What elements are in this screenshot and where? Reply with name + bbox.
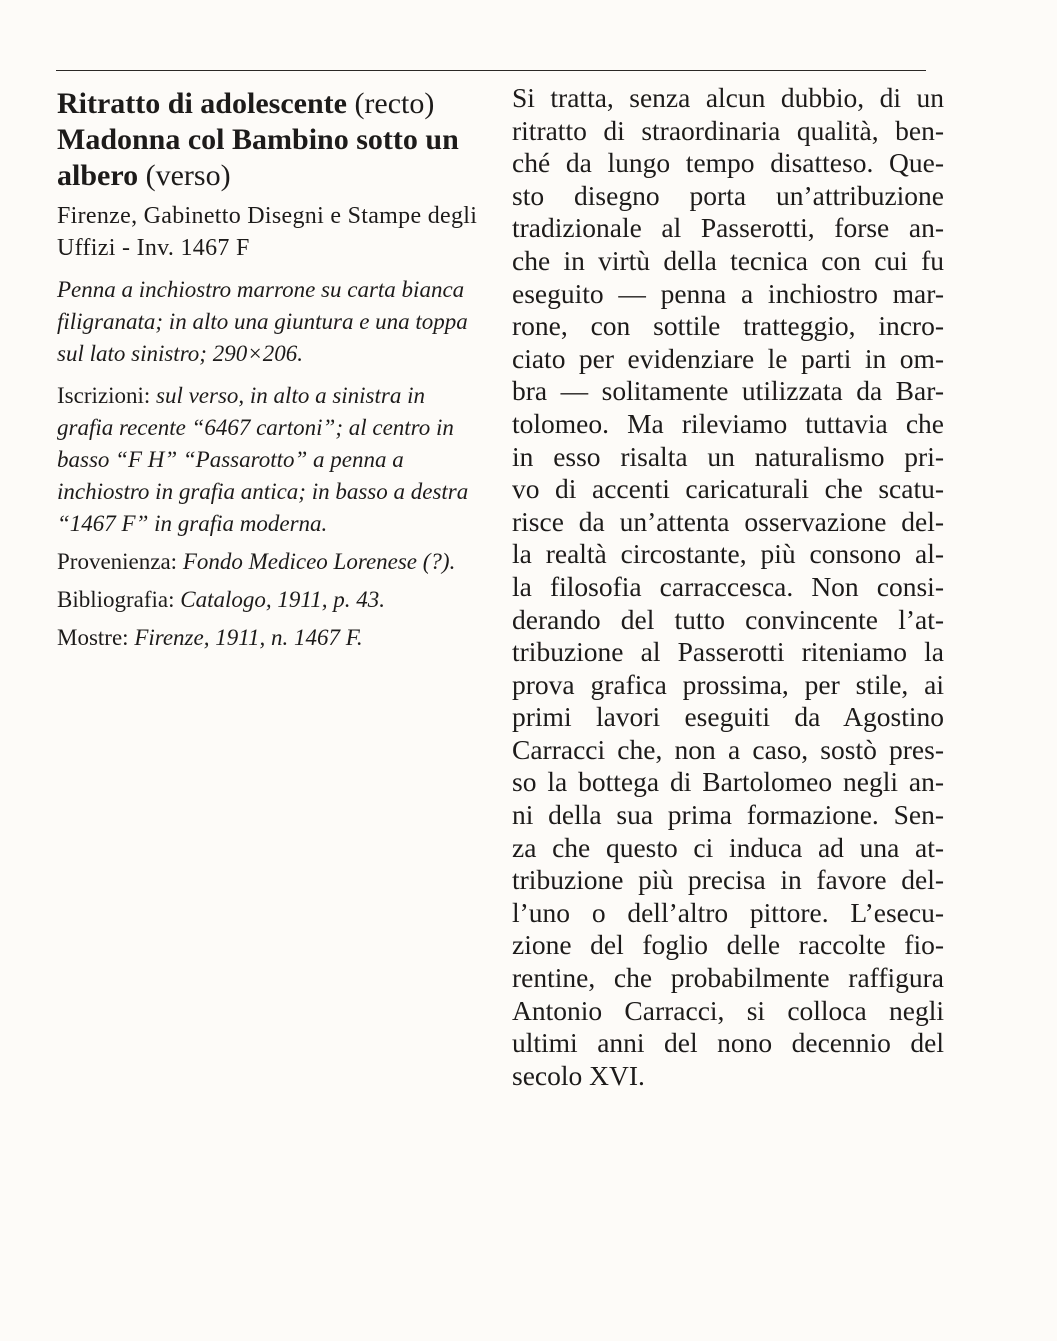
commentary-line: za che questo ci induca ad una at- bbox=[512, 831, 944, 863]
title-recto: Ritratto di adolescente bbox=[57, 87, 347, 120]
commentary-line: rone, con sottile tratteggio, incro- bbox=[512, 310, 944, 342]
commentary-line: ritratto di straordinaria qualità, ben- bbox=[512, 114, 944, 146]
commentary-line: prova grafica prossima, per stile, ai bbox=[512, 668, 944, 700]
commentary-line: zione del foglio delle raccolte fio- bbox=[512, 929, 944, 961]
bibliography-label: Bibliografia: bbox=[57, 587, 181, 612]
commentary-line: tolomeo. Ma rileviamo tuttavia che bbox=[512, 407, 944, 439]
provenance-value: Fondo Mediceo Lorenese (?). bbox=[182, 549, 456, 574]
provenance-label: Provenienza: bbox=[57, 549, 183, 574]
commentary-line: tribuzione più precisa in favore del- bbox=[512, 864, 944, 896]
commentary-line: eseguito — penna a inchiostro mar- bbox=[512, 277, 944, 309]
inscriptions bbox=[57, 380, 482, 540]
commentary-line: derando del tutto convincente l’at- bbox=[512, 603, 944, 635]
top-rule bbox=[56, 70, 926, 71]
exhibitions-value: Firenze, 1911, n. 1467 F. bbox=[134, 625, 363, 650]
commentary-line: ni della sua prima formazione. Sen- bbox=[512, 799, 944, 831]
commentary bbox=[512, 82, 944, 1092]
catalogue-entry bbox=[57, 86, 482, 660]
bibliography bbox=[57, 584, 482, 616]
commentary-line: secolo XVI. bbox=[512, 1059, 645, 1091]
commentary-line: bra — solitamente utilizzata da Bar- bbox=[512, 375, 944, 407]
commentary-line: l’uno o dell’altro pittore. L’esecu- bbox=[512, 896, 944, 928]
provenance bbox=[57, 546, 482, 578]
technique-description: Penna a inchiostro marrone su carta bianca filigranata; in alto una giuntura e una toppa sul lato sinistro; 290×206. bbox=[57, 277, 468, 366]
title-verso-note: (verso) bbox=[138, 159, 231, 192]
commentary-line: primi lavori eseguiti da Agostino bbox=[512, 701, 944, 733]
title-recto-note: (recto) bbox=[346, 87, 435, 120]
exhibitions-label: Mostre: bbox=[57, 625, 135, 650]
commentary-line: ciato per evidenziare le parti in om- bbox=[512, 342, 944, 374]
commentary-line: la realtà circostante, più consono al- bbox=[512, 538, 944, 570]
title-verso: Madonna col Bambino sotto un albero bbox=[57, 123, 459, 192]
commentary-line: rentine, che probabilmente raffigura bbox=[512, 962, 944, 994]
commentary-line: tradizionale al Passerotti, forse an- bbox=[512, 212, 944, 244]
commentary-line: ultimi anni del nono decennio del bbox=[512, 1027, 944, 1059]
exhibitions bbox=[57, 622, 482, 654]
commentary-line: so la bottega di Bartolomeo negli an- bbox=[512, 766, 944, 798]
location: Firenze, Gabinetto Disegni e Stampe degli Uffizi - Inv. 1467 F bbox=[57, 203, 478, 261]
commentary-line: vo di accenti caricaturali che scatu- bbox=[512, 473, 944, 505]
commentary-line: che in virtù della tecnica con cui fu bbox=[512, 244, 944, 276]
commentary-line: sto disegno porta un’attribuzione bbox=[512, 179, 944, 211]
bibliography-value: Catalogo, 1911, p. 43. bbox=[180, 587, 385, 612]
commentary-line: in esso risalta un naturalismo pri- bbox=[512, 440, 944, 472]
entry-title bbox=[57, 86, 482, 194]
commentary-line: Si tratta, senza alcun dubbio, di un bbox=[512, 82, 944, 113]
commentary-line: Antonio Carracci, si colloca negli bbox=[512, 994, 944, 1026]
commentary-line: ché da lungo tempo disatteso. Que- bbox=[512, 147, 944, 179]
commentary-line: risce da un’attenta osservazione del- bbox=[512, 505, 944, 537]
inscriptions-value: sul verso, in alto a sinistra in grafia recente “6467 cartoni”; al centro in basso “F H” “Passarotto” a penna a inchiostro in grafia antica; in basso a destra “1467 F” in grafia moderna. bbox=[57, 383, 469, 536]
commentary-line: tribuzione al Passerotti riteniamo la bbox=[512, 636, 944, 668]
inscriptions-label: Iscrizioni: bbox=[57, 383, 156, 408]
commentary-line: Carracci che, non a caso, sostò pres- bbox=[512, 733, 944, 765]
commentary-line: la filosofia carraccesca. Non consi- bbox=[512, 570, 944, 602]
